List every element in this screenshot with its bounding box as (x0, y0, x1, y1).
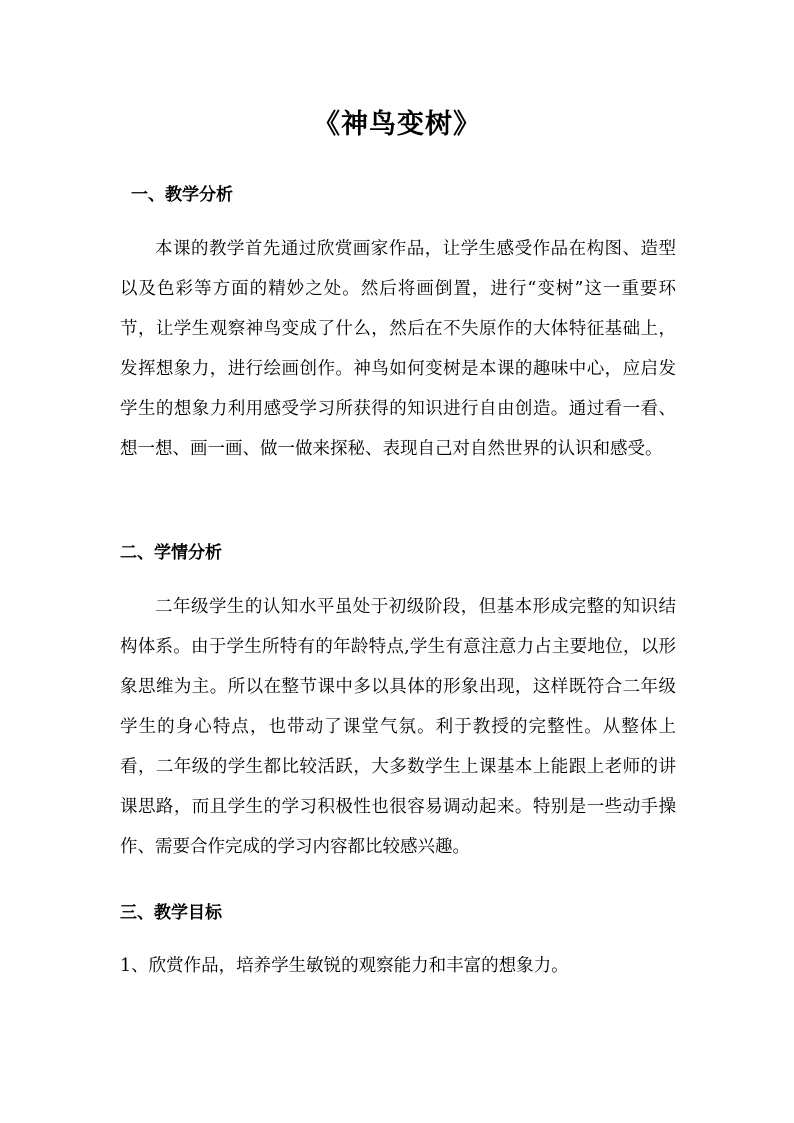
section-body-learner-analysis: 二年级学生的认知水平虽处于初级阶段，但基本形成完整的知识结构体系。由于学生所特有的年龄特点,学生有意注意力占主要地位，以形象思维为主。所以在整节课中多以具体的形象出现，这样既符合二年级学生的身心特点，也带动了课堂气氛。利于教授的完整性。从整体上看，二年级的学生都比较活跃，大多数学生上课基本上能跟上老师的讲课思路，而且学生的学习积极性也很容易调动起来。特别是一些动手操作、需要合作完成的学习内容都比较感兴趣。 (120, 597, 676, 857)
section-heading-teaching-goals: 三、教学目标 (120, 903, 222, 923)
document-title: 《神鸟变树》 (313, 109, 481, 140)
section-body-teaching-analysis: 本课的教学首先通过欣赏画家作品，让学生感受作品在构图、造型以及色彩等方面的精妙之处。然后将画倒置，进行“变树”这一重要环节，让学生观察神鸟变成了什么，然后在不失原作的大体特征基础上，发挥想象力，进行绘画创作。神鸟如何变树是本课的趣味中心，应启发学生的想象力利用感受学习所获得的知识进行自由创造。通过看一看、想一想、画一画、做一做来探秘、表现自己对自然世界的认识和感受。 (120, 239, 676, 459)
goal-list-item: 1、欣赏作品，培养学生敏锐的观察能力和丰富的想象力。 (120, 956, 569, 976)
section-heading-learner-analysis: 二、学情分析 (120, 543, 222, 563)
section-heading-teaching-analysis: 一、教学分析 (131, 185, 233, 205)
